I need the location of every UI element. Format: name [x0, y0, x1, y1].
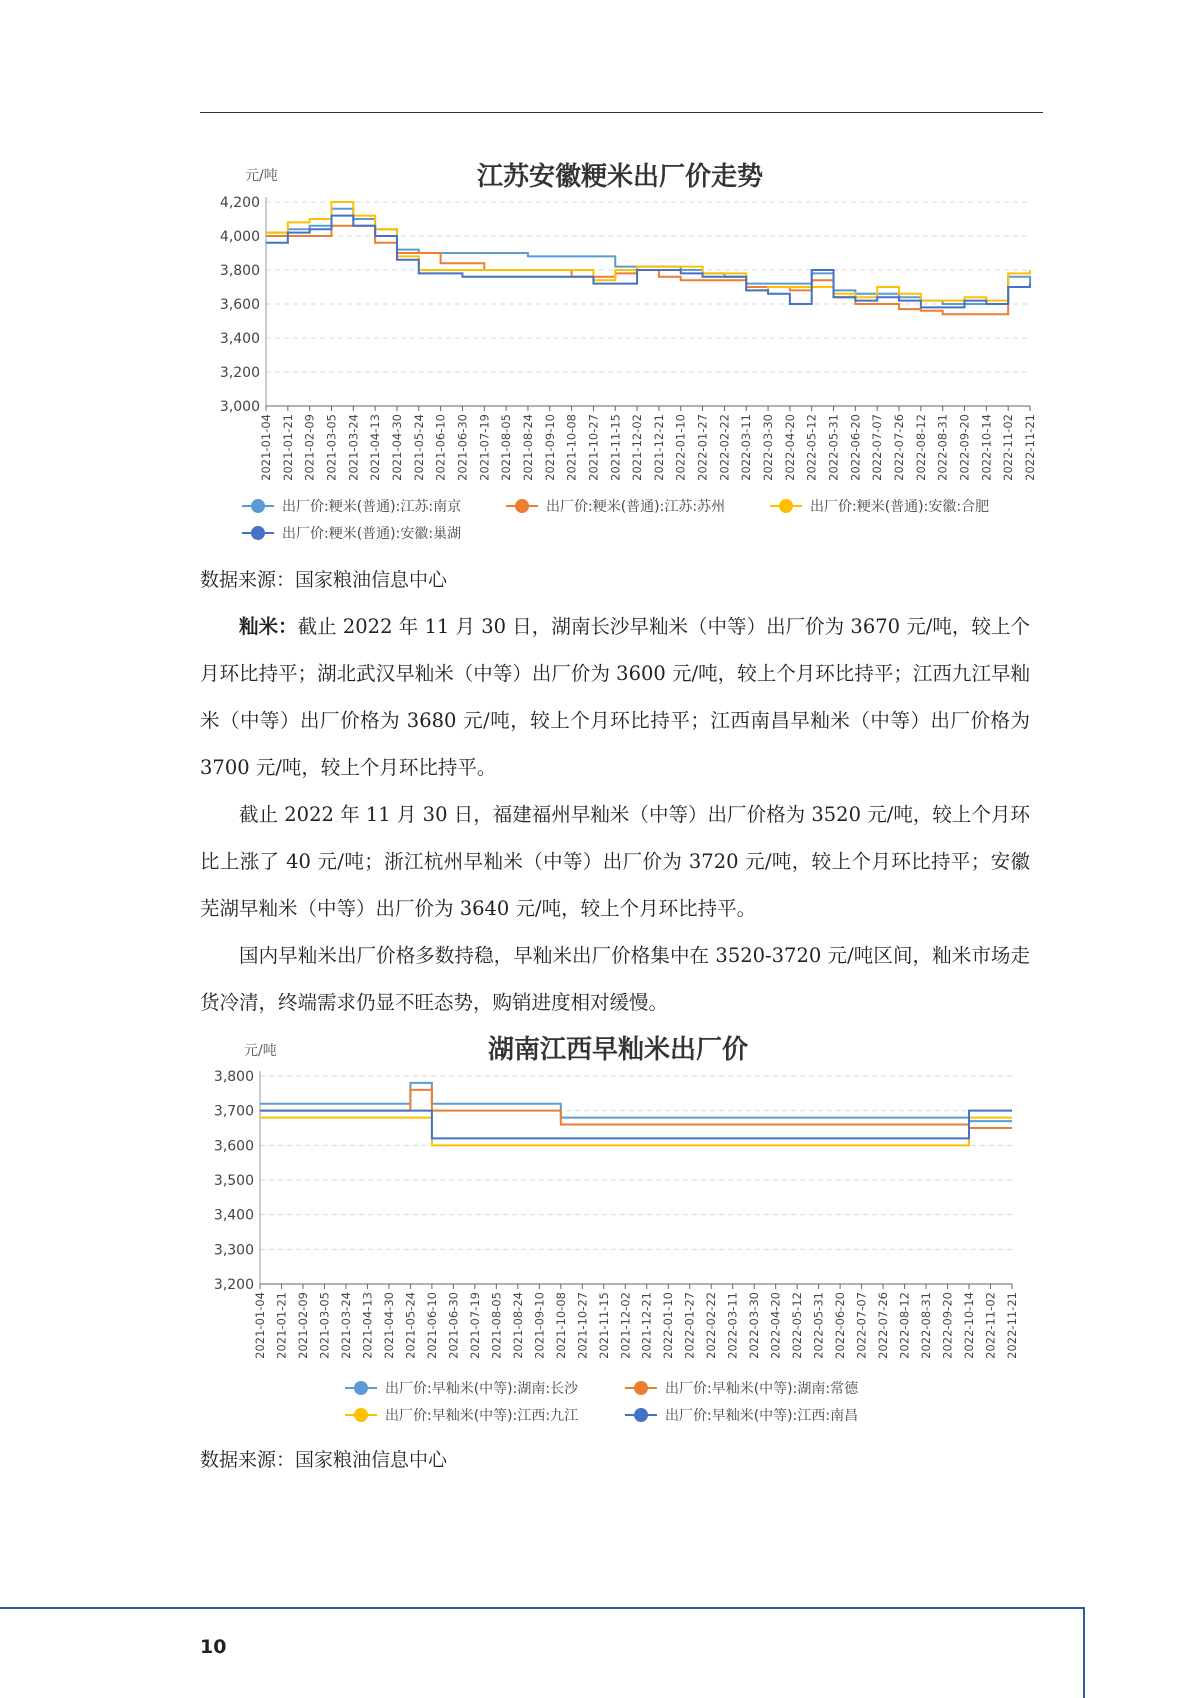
x-tick-label: 2022-10-14	[962, 1292, 977, 1359]
series-line-1	[260, 1083, 1012, 1121]
x-tick-label: 2022-09-20	[940, 1292, 955, 1359]
series-line-2	[260, 1090, 1012, 1128]
x-tick-label: 2021-06-30	[446, 1292, 461, 1359]
x-tick-label: 2021-05-24	[411, 414, 426, 481]
legend-label: 出厂价:早籼米(中等):湖南:常德	[665, 1381, 859, 1397]
x-tick-label: 2021-03-24	[338, 1292, 353, 1359]
x-tick-label: 2022-01-10	[673, 414, 688, 481]
x-tick-label: 2022-08-12	[913, 414, 928, 481]
legend-label: 出厂价:粳米(普通):江苏:苏州	[546, 499, 726, 515]
y-axis-unit: 元/吨	[244, 1043, 277, 1059]
legend-label: 出厂价:粳米(普通):安徽:合肥	[810, 499, 990, 515]
x-tick-label: 2022-06-20	[848, 414, 863, 481]
x-tick-label: 2022-05-31	[826, 414, 841, 481]
x-tick-label: 2021-07-19	[467, 1292, 482, 1359]
x-tick-label: 2021-11-15	[596, 1292, 611, 1359]
x-tick-label: 2022-11-02	[1001, 414, 1016, 481]
x-tick-label: 2021-03-24	[346, 414, 361, 481]
y-tick-label: 3,400	[219, 331, 260, 347]
footer-rule-vertical	[1083, 1607, 1085, 1698]
x-tick-label: 2021-12-21	[651, 414, 666, 481]
paragraph-fujian-zhejiang-anhui: 截止 2022 年 11 月 30 日，福建福州早籼米（中等）出厂价格为 3520 元/吨，较上个月环比上涨了 40 元/吨；浙江杭州早籼米（中等）出厂价为 3720 元/吨，较上个月环比持平；安徽芜湖早籼米（中等）出厂价为 3640 元/吨，较上个月环比持平。	[200, 803, 1030, 920]
x-tick-label: 2022-05-12	[804, 414, 819, 481]
header-rule	[200, 112, 1043, 113]
x-tick-label: 2022-08-12	[897, 1292, 912, 1359]
chart-title: 江苏安徽粳米出厂价走势	[476, 162, 764, 192]
legend-swatch-marker	[251, 499, 265, 513]
legend-swatch-marker	[354, 1408, 368, 1422]
x-tick-label: 2021-12-02	[618, 1292, 633, 1359]
x-tick-label: 2022-09-20	[957, 414, 972, 481]
x-tick-label: 2022-05-12	[790, 1292, 805, 1359]
x-tick-label: 2021-04-30	[389, 414, 404, 481]
legend-swatch-marker	[515, 499, 529, 513]
x-tick-label: 2021-09-10	[542, 414, 557, 481]
series-line-3	[260, 1118, 1012, 1146]
legend-label: 出厂价:早籼米(中等):江西:九江	[385, 1408, 579, 1424]
x-tick-label: 2021-01-04	[259, 414, 273, 481]
chart-title: 湖南江西早籼米出厂价	[487, 1035, 749, 1065]
x-tick-label: 2021-04-13	[360, 1292, 375, 1359]
y-tick-label: 3,500	[213, 1173, 254, 1189]
x-tick-label: 2021-10-08	[553, 1292, 568, 1359]
x-tick-label: 2021-08-05	[489, 1292, 504, 1359]
chart-hunan-jiangxi-early-indica	[200, 1030, 1050, 1430]
x-tick-label: 2022-04-20	[768, 1292, 783, 1359]
x-tick-label: 2021-12-21	[639, 1292, 654, 1359]
y-tick-label: 3,600	[219, 297, 260, 313]
x-tick-label: 2021-10-27	[575, 1292, 590, 1359]
legend-swatch-marker	[634, 1408, 648, 1422]
x-tick-label: 2022-03-11	[739, 414, 754, 481]
y-axis-unit: 元/吨	[245, 168, 278, 184]
data-source-2: 数据来源：国家粮油信息中心	[200, 1449, 448, 1471]
data-source-1: 数据来源：国家粮油信息中心	[200, 569, 448, 591]
x-tick-label: 2021-01-21	[280, 414, 295, 481]
x-tick-label: 2022-03-11	[725, 1292, 740, 1359]
y-tick-label: 3,200	[219, 365, 260, 381]
y-tick-label: 3,800	[213, 1069, 254, 1085]
x-tick-label: 2021-08-05	[499, 414, 514, 481]
legend-label: 出厂价:早籼米(中等):江西:南昌	[665, 1408, 859, 1424]
x-tick-label: 2022-07-07	[854, 1292, 869, 1359]
x-tick-label: 2022-05-31	[811, 1292, 826, 1359]
y-tick-label: 3,200	[213, 1277, 254, 1293]
y-tick-label: 3,800	[219, 263, 260, 279]
paragraph-indica	[200, 603, 1030, 791]
x-tick-label: 2022-07-07	[870, 414, 885, 481]
x-tick-label: 2022-01-10	[661, 1292, 676, 1359]
x-tick-label: 2021-06-10	[433, 414, 448, 481]
x-tick-label: 2021-11-15	[608, 414, 623, 481]
legend-swatch-marker	[634, 1381, 648, 1395]
y-tick-label: 3,600	[213, 1138, 254, 1155]
x-tick-label: 2021-02-09	[302, 414, 317, 481]
legend-swatch-marker	[251, 526, 265, 540]
series-line-3	[266, 202, 1030, 301]
x-tick-label: 2021-12-02	[630, 414, 645, 481]
series-line-1	[266, 209, 1030, 304]
x-tick-label: 2021-03-05	[317, 1292, 332, 1359]
paragraph-body: 截止 2022 年 11 月 30 日，湖南长沙早籼米（中等）出厂价为 3670 元/吨，较上个月环比持平；湖北武汉早籼米（中等）出厂价为 3600 元/吨，较上个月环比持平；江西九江早籼米（中等）出厂价格为 3680 元/吨，较上个月环比持平；江西南昌早籼米（中等）出厂价格为 3700 元/吨，较上个月环比持平。	[200, 615, 1030, 779]
x-tick-label: 2021-04-30	[381, 1292, 396, 1359]
x-tick-label: 2021-06-30	[455, 414, 470, 481]
x-tick-label: 2022-03-30	[747, 1292, 762, 1359]
x-tick-label: 2022-06-20	[833, 1292, 848, 1359]
x-tick-label: 2022-08-31	[935, 414, 950, 481]
x-tick-label: 2022-01-27	[695, 413, 710, 481]
x-tick-label: 2022-02-22	[717, 414, 732, 481]
x-tick-label: 2021-03-05	[324, 414, 339, 481]
y-tick-label: 4,200	[219, 195, 260, 211]
x-tick-label: 2021-06-10	[424, 1292, 439, 1359]
x-tick-label: 2021-09-10	[532, 1292, 547, 1359]
page-number: 10	[200, 1636, 227, 1658]
x-tick-label: 2022-07-26	[876, 1292, 891, 1359]
y-tick-label: 3,700	[213, 1103, 254, 1120]
y-tick-label: 3,000	[219, 399, 260, 415]
x-tick-label: 2022-01-27	[682, 1292, 697, 1359]
legend-label: 出厂价:早籼米(中等):湖南:长沙	[385, 1381, 579, 1397]
x-tick-label: 2021-04-13	[368, 414, 383, 481]
x-tick-label: 2021-01-04	[253, 1292, 267, 1359]
y-tick-label: 3,400	[213, 1207, 254, 1224]
legend-swatch-marker	[779, 499, 793, 513]
x-tick-label: 2022-02-22	[704, 1292, 719, 1359]
legend-swatch-marker	[354, 1381, 368, 1395]
x-tick-label: 2021-08-24	[520, 414, 535, 481]
x-tick-label: 2021-10-27	[586, 414, 601, 481]
legend-label: 出厂价:粳米(普通):安徽:巢湖	[282, 526, 462, 542]
chart-jiangsu-anhui-japonica	[200, 150, 1050, 550]
x-tick-label: 2022-10-14	[979, 414, 994, 481]
legend-label: 出厂价:粳米(普通):江苏:南京	[282, 499, 462, 515]
x-tick-label: 2021-10-08	[564, 414, 579, 481]
paragraph-market-summary: 国内早籼米出厂价格多数持稳，早籼米出厂价格集中在 3520-3720 元/吨区间，籼米市场走货冷清，终端需求仍显不旺态势，购销进度相对缓慢。	[200, 944, 1030, 1014]
x-tick-label: 2022-03-30	[761, 414, 776, 481]
y-tick-label: 4,000	[219, 229, 260, 245]
paragraph-lead: 籼米：	[239, 615, 298, 638]
x-tick-label: 2021-08-24	[510, 1292, 525, 1359]
x-tick-label: 2021-07-19	[477, 414, 492, 481]
x-tick-label: 2022-04-20	[782, 414, 797, 481]
x-tick-label: 2021-02-09	[295, 1292, 310, 1359]
footer-rule	[0, 1607, 1084, 1609]
x-tick-label: 2022-11-21	[1005, 1292, 1019, 1359]
y-tick-label: 3,300	[213, 1242, 254, 1259]
x-tick-label: 2022-07-26	[892, 414, 907, 481]
x-tick-label: 2022-08-31	[919, 1292, 934, 1359]
x-tick-label: 2021-01-21	[274, 1292, 289, 1359]
x-tick-label: 2022-11-02	[983, 1292, 998, 1359]
x-tick-label: 2021-05-24	[403, 1292, 418, 1359]
x-tick-label: 2022-11-21	[1023, 414, 1037, 481]
